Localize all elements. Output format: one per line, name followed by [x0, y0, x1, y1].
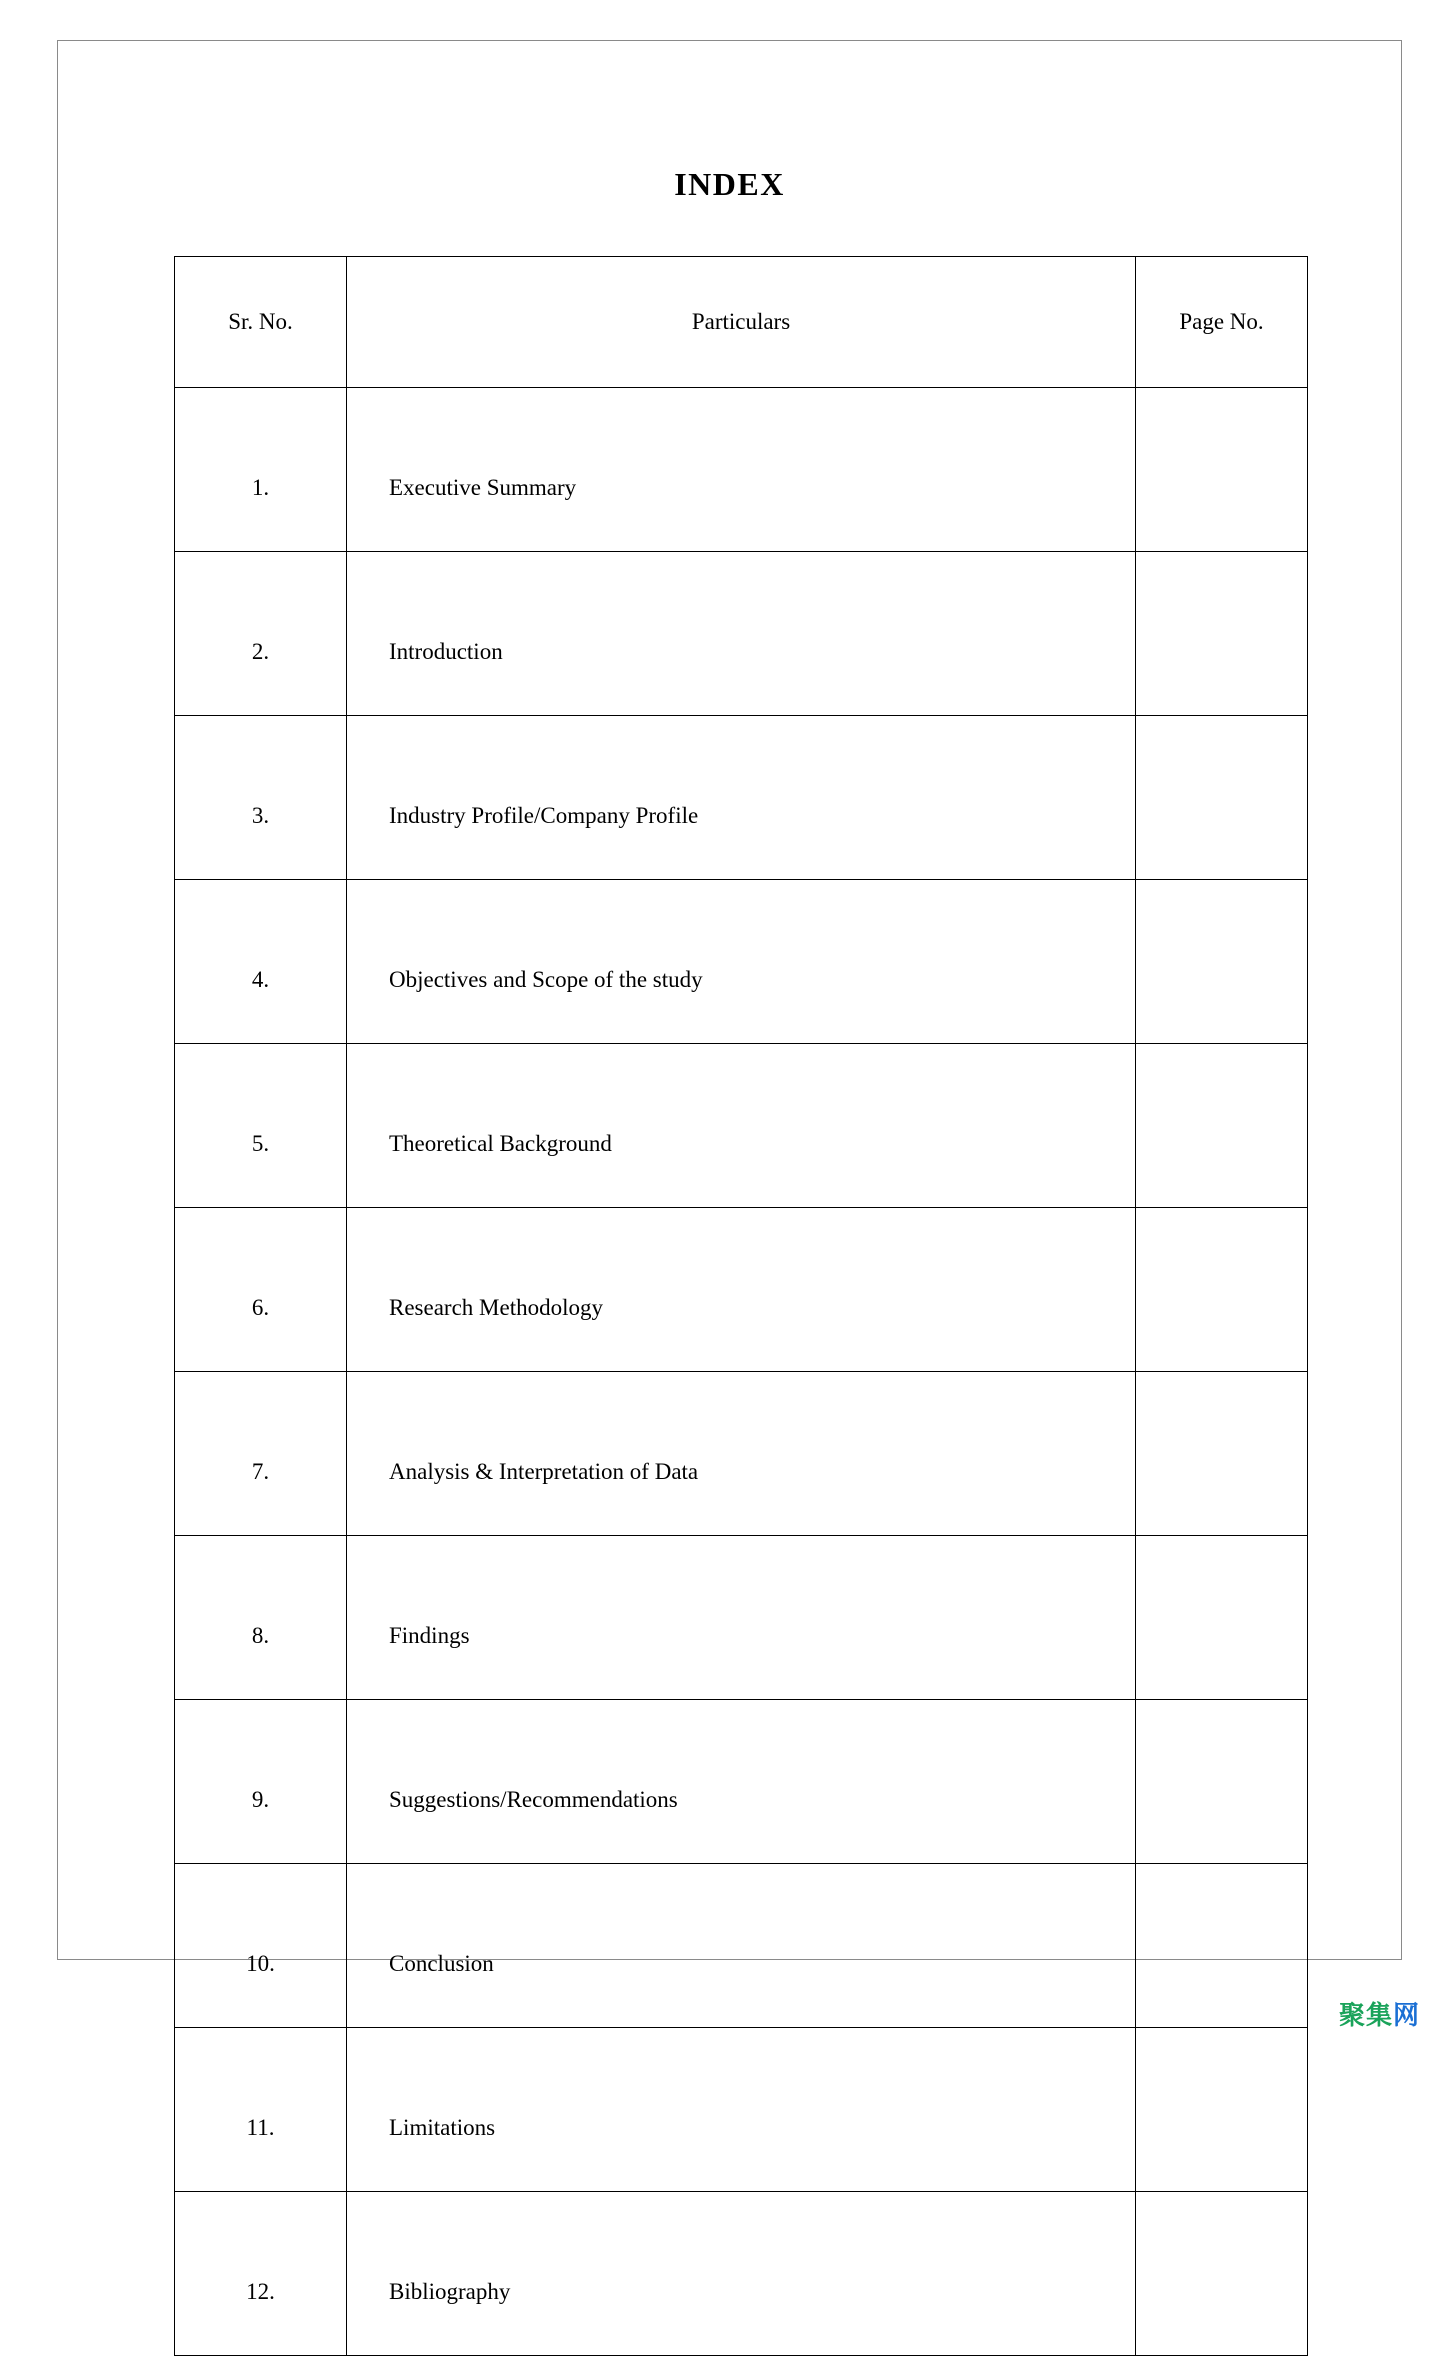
watermark-green-text: 聚集: [1338, 2001, 1393, 2031]
cell-sr-no: 10.: [175, 1864, 347, 2028]
cell-page-no: [1136, 388, 1308, 552]
table-body: [175, 388, 1308, 2356]
cell-sr-no: 7.: [175, 1372, 347, 1536]
column-header-sr-no: Sr. No.: [175, 257, 347, 388]
table-row: [175, 1536, 1308, 1700]
column-header-page-no: Page No.: [1136, 257, 1308, 388]
cell-sr-no: 8.: [175, 1536, 347, 1700]
table-row: [175, 1208, 1308, 1372]
cell-sr-no: 11.: [175, 2028, 347, 2192]
watermark: [1339, 1995, 1420, 2032]
cell-particulars: Objectives and Scope of the study: [347, 880, 1136, 1044]
cell-sr-no: 12.: [175, 2192, 347, 2356]
cell-particulars: Introduction: [347, 552, 1136, 716]
cell-page-no: [1136, 2028, 1308, 2192]
cell-particulars: Findings: [347, 1536, 1136, 1700]
cell-page-no: [1136, 1044, 1308, 1208]
column-header-particulars: Particulars: [347, 257, 1136, 388]
cell-page-no: [1136, 552, 1308, 716]
cell-sr-no: 6.: [175, 1208, 347, 1372]
cell-sr-no: 4.: [175, 880, 347, 1044]
cell-page-no: [1136, 880, 1308, 1044]
table-row: [175, 552, 1308, 716]
table-row: [175, 880, 1308, 1044]
cell-page-no: [1136, 2192, 1308, 2356]
cell-page-no: [1136, 1372, 1308, 1536]
cell-particulars: Executive Summary: [347, 388, 1136, 552]
cell-page-no: [1136, 1208, 1308, 1372]
table-row: [175, 2192, 1308, 2356]
cell-particulars: Analysis & Interpretation of Data: [347, 1372, 1136, 1536]
cell-particulars: Conclusion: [347, 1864, 1136, 2028]
table-header-row: [175, 257, 1308, 388]
table-row: [175, 1700, 1308, 1864]
cell-particulars: Industry Profile/Company Profile: [347, 716, 1136, 880]
cell-page-no: [1136, 716, 1308, 880]
index-table: [174, 256, 1308, 2356]
table-row: [175, 2028, 1308, 2192]
cell-particulars: Bibliography: [347, 2192, 1136, 2356]
cell-page-no: [1136, 1864, 1308, 2028]
cell-sr-no: 5.: [175, 1044, 347, 1208]
cell-sr-no: 2.: [175, 552, 347, 716]
cell-sr-no: 3.: [175, 716, 347, 880]
table-row: [175, 1044, 1308, 1208]
table-row: [175, 388, 1308, 552]
cell-page-no: [1136, 1536, 1308, 1700]
watermark-blue-text: 网: [1392, 2001, 1420, 2031]
cell-page-no: [1136, 1700, 1308, 1864]
page-title: INDEX: [674, 166, 785, 202]
table-header: [175, 257, 1308, 388]
cell-particulars: Research Methodology: [347, 1208, 1136, 1372]
cell-particulars: Suggestions/Recommendations: [347, 1700, 1136, 1864]
table-row: [175, 1372, 1308, 1536]
table-row: [175, 1864, 1308, 2028]
cell-sr-no: 9.: [175, 1700, 347, 1864]
cell-particulars: Theoretical Background: [347, 1044, 1136, 1208]
cell-sr-no: 1.: [175, 388, 347, 552]
table-row: [175, 716, 1308, 880]
cell-particulars: Limitations: [347, 2028, 1136, 2192]
